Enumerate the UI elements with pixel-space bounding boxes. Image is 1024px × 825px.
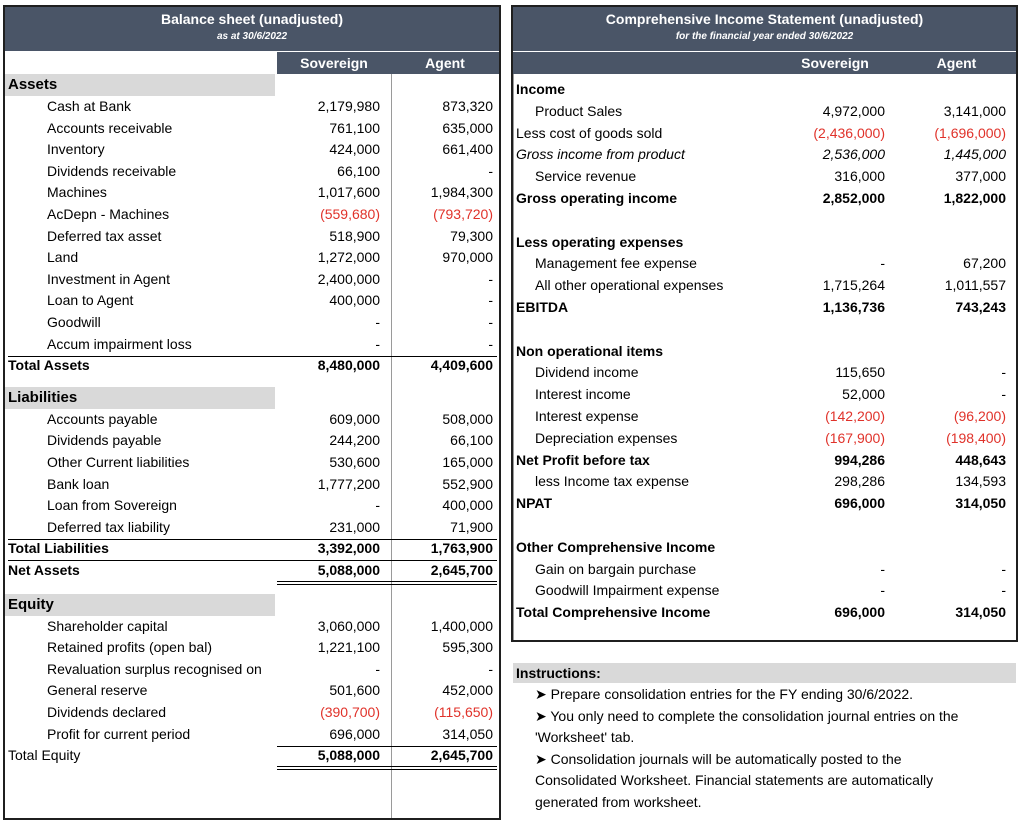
- equity-row: [5, 637, 499, 659]
- total-assets-row-sovereign: 8,480,000: [317, 357, 380, 374]
- is-row-label: Income: [516, 81, 566, 97]
- is-row-agent: 743,243: [955, 299, 1006, 315]
- is-row: [513, 450, 1016, 472]
- liability-row-sovereign: 231,000: [329, 518, 380, 535]
- equity-heading-label: Equity: [8, 595, 54, 613]
- asset-row-label: Cash at Bank: [47, 98, 132, 114]
- asset-row-agent: 873,320: [442, 98, 493, 114]
- liability-row-agent: 165,000: [442, 454, 493, 470]
- total-equity-row-sovereign: 5,088,000: [317, 747, 380, 764]
- total-equity-row-agent: 2,645,700: [430, 747, 493, 764]
- is-row-agent: -: [1001, 364, 1006, 381]
- is-row: [513, 580, 1016, 602]
- is-row-agent: 314,050: [955, 604, 1006, 621]
- col-agent-header: Agent: [391, 52, 499, 74]
- is-row-label: All other operational expenses: [535, 277, 724, 294]
- equity-row-label: Shareholder capital: [47, 617, 168, 634]
- is-row-label: Less cost of goods sold: [516, 124, 663, 141]
- liability-row-agent: 71,900: [450, 518, 493, 535]
- is-row: [513, 144, 1016, 166]
- asset-row-sovereign: 2,179,980: [317, 98, 380, 114]
- net-assets-row-sovereign: 5,088,000: [317, 562, 380, 578]
- is-row-sovereign: 1,715,264: [822, 277, 885, 294]
- asset-row: [5, 118, 499, 140]
- total-assets-row: [5, 355, 499, 377]
- is-row-label: Product Sales: [535, 102, 623, 119]
- asset-row-sovereign: 424,000: [329, 141, 380, 158]
- asset-row-agent: 661,400: [442, 141, 493, 158]
- asset-row: [5, 290, 499, 312]
- balance-sheet-panel: [3, 5, 501, 820]
- asset-row-label: Loan to Agent: [47, 292, 134, 309]
- asset-row-sovereign: -: [375, 314, 380, 330]
- asset-row-agent: -: [488, 314, 493, 330]
- is-row: [513, 275, 1016, 297]
- liability-row-sovereign: 1,777,200: [317, 475, 380, 492]
- equity-row-label: General reserve: [47, 682, 148, 699]
- total-equity-row-label: Total Equity: [8, 747, 81, 764]
- is-row-agent: 1,822,000: [943, 190, 1006, 206]
- equity-row-agent: (115,650): [434, 704, 493, 720]
- is-row: [513, 188, 1016, 210]
- liability-row-agent: 508,000: [442, 410, 493, 427]
- asset-row-agent: (793,720): [433, 206, 493, 222]
- equity-row-label: Profit for current period: [47, 725, 191, 742]
- is-row-label: Gain on bargain purchase: [535, 560, 697, 577]
- balance-sheet-title: Balance sheet (unadjusted): [160, 11, 344, 27]
- equity-row-sovereign: 3,060,000: [317, 617, 380, 634]
- is-row: [513, 406, 1016, 428]
- asset-row-sovereign: 1,272,000: [317, 249, 380, 266]
- equity-row-label: Dividends declared: [47, 704, 167, 720]
- asset-row-agent: -: [488, 292, 493, 309]
- liability-row-sovereign: 609,000: [329, 410, 380, 427]
- is-row-sovereign: 115,650: [835, 364, 885, 381]
- asset-row-label: AcDepn - Machines: [47, 206, 170, 222]
- asset-row: [5, 247, 499, 269]
- asset-row-agent: -: [488, 335, 493, 352]
- asset-row: [5, 161, 499, 183]
- liability-row-sovereign: 244,200: [329, 432, 380, 449]
- liability-row: [5, 517, 499, 539]
- instruction-line: ➤ Consolidation journals will be automatically posted to the: [535, 750, 902, 767]
- is-row-sovereign: (2,436,000): [813, 124, 885, 141]
- is-row-sovereign: 696,000: [834, 495, 885, 512]
- is-row-label: Interest expense: [535, 408, 639, 424]
- asset-row-label: Machines: [47, 184, 107, 201]
- asset-row-agent: -: [488, 270, 493, 287]
- is-row: [513, 537, 1016, 559]
- asset-row-sovereign: 1,017,600: [317, 184, 380, 201]
- is-row-agent: 1,445,000: [943, 146, 1006, 163]
- is-row-label: NPAT: [516, 495, 553, 512]
- liability-row-label: Accounts payable: [47, 410, 158, 427]
- net-assets-row: [5, 560, 499, 582]
- is-row-label: Gross income from product: [516, 146, 685, 163]
- assets-heading-label: Assets: [8, 76, 58, 93]
- asset-row: [5, 226, 499, 248]
- is-row-label: EBITDA: [516, 299, 569, 315]
- is-row-sovereign: -: [880, 560, 885, 577]
- total-liabilities-row-label: Total Liabilities: [8, 540, 109, 557]
- equity-row: [5, 724, 499, 746]
- is-row: [513, 101, 1016, 123]
- asset-row-sovereign: 2,400,000: [317, 270, 380, 287]
- equity-row-agent: 314,050: [442, 725, 493, 742]
- is-row: [513, 166, 1016, 188]
- asset-row-label: Investment in Agent: [47, 270, 170, 287]
- assets-heading: [5, 74, 499, 96]
- is-row-sovereign: 316,000: [834, 168, 885, 185]
- is-row-agent: (198,400): [946, 429, 1006, 446]
- is-row: [513, 123, 1016, 145]
- instructions-title: Instructions:: [513, 663, 1016, 683]
- asset-row: [5, 204, 499, 226]
- is-row-label: Dividend income: [535, 364, 639, 381]
- equity-row-sovereign: 501,600: [329, 682, 380, 699]
- asset-row-label: Accounts receivable: [47, 119, 173, 136]
- asset-row-agent: 79,300: [450, 227, 493, 244]
- net-assets-row-label: Net Assets: [8, 562, 80, 578]
- is-row-sovereign: 1,136,736: [822, 299, 885, 315]
- total-assets-row-label: Total Assets: [8, 357, 90, 374]
- is-row: [513, 253, 1016, 275]
- instruction-line: ➤ You only need to complete the consolidation journal entries on the: [535, 707, 959, 724]
- liability-row-agent: 66,100: [450, 432, 493, 449]
- equity-row-sovereign: 696,000: [329, 725, 380, 742]
- instruction-line: 'Worksheet' tab.: [535, 729, 635, 745]
- total-assets-row-agent: 4,409,600: [430, 357, 493, 374]
- is-row-label: Non operational items: [516, 342, 664, 359]
- is-row-agent: (1,696,000): [934, 124, 1006, 141]
- equity-row: [5, 659, 499, 681]
- equity-row-sovereign: -: [375, 660, 380, 677]
- liability-row: [5, 495, 499, 517]
- equity-row-label: Retained profits (open bal): [47, 639, 212, 656]
- total-liabilities-row-sovereign: 3,392,000: [317, 540, 380, 557]
- asset-row-label: Deferred tax asset: [47, 227, 162, 244]
- equity-row-agent: 1,400,000: [430, 617, 493, 634]
- asset-row-sovereign: (559,680): [320, 206, 380, 222]
- is-row-agent: 377,000: [955, 168, 1006, 185]
- is-row-label: Total Comprehensive Income: [516, 604, 711, 621]
- is-row: [513, 319, 1016, 341]
- liabilities-heading-label: Liabilities: [8, 388, 78, 406]
- asset-row: [5, 334, 499, 356]
- is-row-sovereign: 2,852,000: [822, 190, 885, 206]
- equity-row-agent: 595,300: [442, 639, 493, 656]
- is-col-sovereign-header: Sovereign: [513, 52, 897, 74]
- equity-row: [5, 680, 499, 702]
- total-liabilities-row-agent: 1,763,900: [430, 540, 493, 557]
- is-row: [513, 384, 1016, 406]
- asset-row-sovereign: 400,000: [329, 292, 380, 309]
- liability-row-agent: 552,900: [442, 475, 493, 492]
- asset-row: [5, 269, 499, 291]
- is-row: [513, 428, 1016, 450]
- balance-sheet-subtitle: as at 30/6/2022: [216, 31, 288, 42]
- net-assets-underline: [277, 581, 497, 585]
- total-equity-row: [5, 745, 499, 767]
- liability-row-agent: 400,000: [442, 497, 493, 514]
- is-row-label: Service revenue: [535, 168, 637, 185]
- col-sovereign-header: Sovereign: [277, 52, 391, 74]
- equity-row-agent: 452,000: [442, 682, 493, 699]
- is-row-agent: -: [1001, 582, 1006, 599]
- is-row-agent: -: [1001, 386, 1006, 403]
- is-row-sovereign: 2,536,000: [822, 146, 885, 163]
- liability-row: [5, 409, 499, 431]
- asset-row-sovereign: 761,100: [329, 119, 380, 136]
- is-row-sovereign: (167,900): [825, 429, 885, 446]
- equity-row-sovereign: 1,221,100: [317, 639, 380, 656]
- income-statement-title: Comprehensive Income Statement (unadjusted): [605, 11, 924, 27]
- is-row-agent: 3,141,000: [943, 102, 1006, 119]
- is-row-agent: 67,200: [963, 255, 1006, 272]
- is-row: [513, 210, 1016, 232]
- instruction-line: ➤ Prepare consolidation entries for the FY ending 30/6/2022.: [535, 686, 914, 702]
- net-assets-row-agent: 2,645,700: [430, 562, 493, 578]
- liability-row-label: Dividends payable: [47, 432, 162, 449]
- asset-row: [5, 182, 499, 204]
- liability-row: [5, 474, 499, 496]
- is-row: [513, 232, 1016, 254]
- income-statement-body: [513, 7, 1016, 640]
- is-row: [513, 79, 1016, 101]
- asset-row-agent: 1,984,300: [430, 184, 493, 201]
- is-row-label: Other Comprehensive Income: [516, 538, 716, 555]
- asset-row-sovereign: 518,900: [329, 227, 380, 244]
- is-row-sovereign: -: [880, 255, 885, 272]
- equity-row: [5, 702, 499, 724]
- is-row-label: Less operating expenses: [516, 233, 684, 250]
- income-statement-panel: [511, 5, 1018, 642]
- is-row-agent: 448,643: [955, 451, 1006, 468]
- instruction-line: generated from worksheet.: [535, 793, 702, 810]
- is-row-sovereign: (142,200): [825, 408, 885, 424]
- income-statement-subtitle: for the financial year ended 30/6/2022: [675, 31, 854, 42]
- is-row: [513, 515, 1016, 537]
- asset-row: [5, 96, 499, 118]
- is-row: [513, 341, 1016, 363]
- equity-row: [5, 616, 499, 638]
- is-row-agent: (96,200): [953, 408, 1006, 424]
- is-row: [513, 471, 1016, 493]
- asset-row-sovereign: -: [375, 335, 380, 352]
- liability-row-label: Deferred tax liability: [47, 518, 170, 535]
- is-row-agent: 1,011,557: [944, 277, 1006, 294]
- is-col-agent-header: Agent: [897, 52, 1016, 74]
- equity-row-label: Revaluation surplus recognised on: [47, 660, 262, 677]
- asset-row-agent: 970,000: [442, 249, 493, 266]
- asset-row: [5, 312, 499, 334]
- is-row-label: less Income tax expense: [535, 473, 690, 490]
- is-row-sovereign: 298,286: [834, 473, 885, 490]
- is-row-agent: 314,050: [955, 495, 1006, 512]
- total-liabilities-row: [5, 538, 499, 560]
- is-row-agent: -: [1001, 560, 1006, 577]
- asset-row-label: Accum impairment loss: [47, 335, 192, 352]
- instructions-box: [513, 663, 1018, 823]
- is-row-sovereign: 52,000: [842, 386, 885, 403]
- asset-row-label: Dividends receivable: [47, 162, 177, 179]
- asset-row: [5, 139, 499, 161]
- is-row-label: Management fee expense: [535, 255, 697, 272]
- liability-row-label: Loan from Sovereign: [47, 497, 177, 514]
- equity-row-sovereign: (390,700): [320, 704, 380, 720]
- asset-row-label: Goodwill: [47, 314, 101, 330]
- is-row: [513, 602, 1016, 624]
- asset-row-agent: -: [488, 162, 493, 179]
- instruction-line: Consolidated Worksheet. Financial statements are automatically: [535, 772, 934, 788]
- is-row-sovereign: 696,000: [834, 604, 885, 621]
- is-row-label: Goodwill Impairment expense: [535, 582, 720, 599]
- total-equity-underline: [277, 766, 497, 770]
- is-row: [513, 297, 1016, 319]
- is-row: [513, 362, 1016, 384]
- is-row: [513, 559, 1016, 581]
- balance-sheet-body: [5, 7, 499, 818]
- liability-row-label: Other Current liabilities: [47, 454, 190, 470]
- is-row-sovereign: 4,972,000: [822, 102, 885, 119]
- liability-row-sovereign: -: [375, 497, 380, 514]
- is-row-label: Depreciation expenses: [535, 429, 678, 446]
- is-row-agent: 134,593: [955, 473, 1006, 490]
- asset-row-sovereign: 66,100: [337, 162, 380, 179]
- is-row-label: Gross operating income: [516, 190, 678, 206]
- is-row-sovereign: -: [880, 582, 885, 599]
- asset-row-agent: 635,000: [442, 119, 493, 136]
- is-row: [513, 493, 1016, 515]
- is-row-label: Interest income: [535, 386, 631, 403]
- liability-row-label: Bank loan: [47, 475, 110, 492]
- asset-row-label: Inventory: [47, 141, 105, 158]
- equity-row-agent: -: [488, 660, 493, 677]
- is-row-label: Net Profit before tax: [516, 451, 650, 468]
- liability-row: [5, 452, 499, 474]
- equity-heading: [5, 594, 499, 616]
- asset-row-label: Land: [47, 249, 79, 266]
- liability-row: [5, 430, 499, 452]
- liability-row-sovereign: 530,600: [329, 454, 380, 470]
- liabilities-heading: [5, 387, 499, 409]
- is-row-sovereign: 994,286: [834, 451, 885, 468]
